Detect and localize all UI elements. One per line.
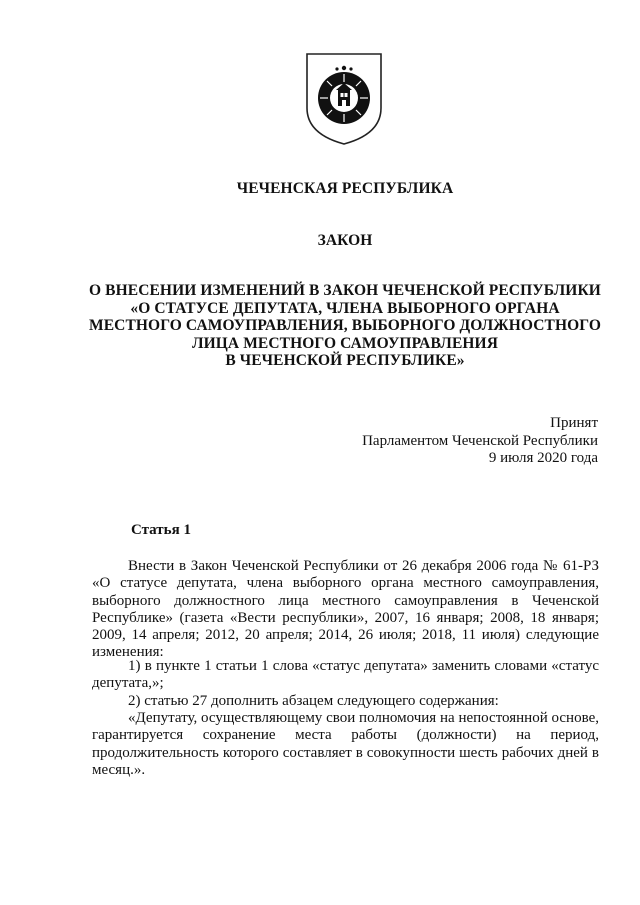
- law-title-line: ЛИЦА МЕСТНОГО САМОУПРАВЛЕНИЯ: [191, 334, 499, 352]
- coat-of-arms-emblem: [301, 52, 387, 146]
- article-item-1-block: [92, 658, 599, 693]
- law-title: [60, 282, 630, 370]
- law-title-line: «О СТАТУСЕ ДЕПУТАТА, ЧЛЕНА ВЫБОРНОГО ОРГАНА: [130, 299, 560, 317]
- article-quote: «Депутату, осуществляющему свои полномочия на непостоянной основе, гарантируется сохранение места работы (должности) на период, продолжительность которого составляет в совокупности шесть рабочих дней в месяц.».: [92, 710, 599, 778]
- adoption-label: Принят: [550, 415, 598, 431]
- adoption-date: 9 июля 2020 года: [488, 450, 598, 466]
- article-item-2: 2) статью 27 дополнить абзацем следующего содержания:: [128, 693, 499, 709]
- article-intro-paragraph: Внести в Закон Чеченской Республики от 26 декабря 2006 года № 61-РЗ «О статусе депутата, члена выборного органа местного самоуправления, выборного должностного лица местного самоуправления в Чеченской Республике» (газета «Вести республики», 2007, 16 января; 2008, 18 января; 2009, 14 апреля; 2012, 20 апреля; 2014, 26 июля; 2018, 11 июля) следующие изменения:: [92, 558, 599, 661]
- country-heading: ЧЕЧЕНСКАЯ РЕСПУБЛИКА: [236, 180, 454, 197]
- law-title-line: В ЧЕЧЕНСКОЙ РЕСПУБЛИКЕ»: [225, 352, 465, 369]
- law-title-line: МЕСТНОГО САМОУПРАВЛЕНИЯ, ВЫБОРНОГО ДОЛЖНОСТНОГО: [89, 317, 601, 334]
- article-item-1: 1) в пункте 1 статьи 1 слова «статус депутата» заменить словами «статус депутата,»;: [92, 658, 599, 692]
- article-item-2-block: [92, 693, 599, 710]
- adoption-block: [362, 415, 598, 468]
- article-intro-block: [92, 558, 599, 662]
- adoption-body: Парламентом Чеченской Республики: [362, 432, 598, 449]
- article-heading: Статья 1: [131, 522, 191, 538]
- document-type-heading: ЗАКОН: [317, 232, 373, 249]
- article-quote-block: [92, 710, 599, 779]
- law-title-line: О ВНЕСЕНИИ ИЗМЕНЕНИЙ В ЗАКОН ЧЕЧЕНСКОЙ РЕСПУБЛИКИ: [89, 282, 601, 299]
